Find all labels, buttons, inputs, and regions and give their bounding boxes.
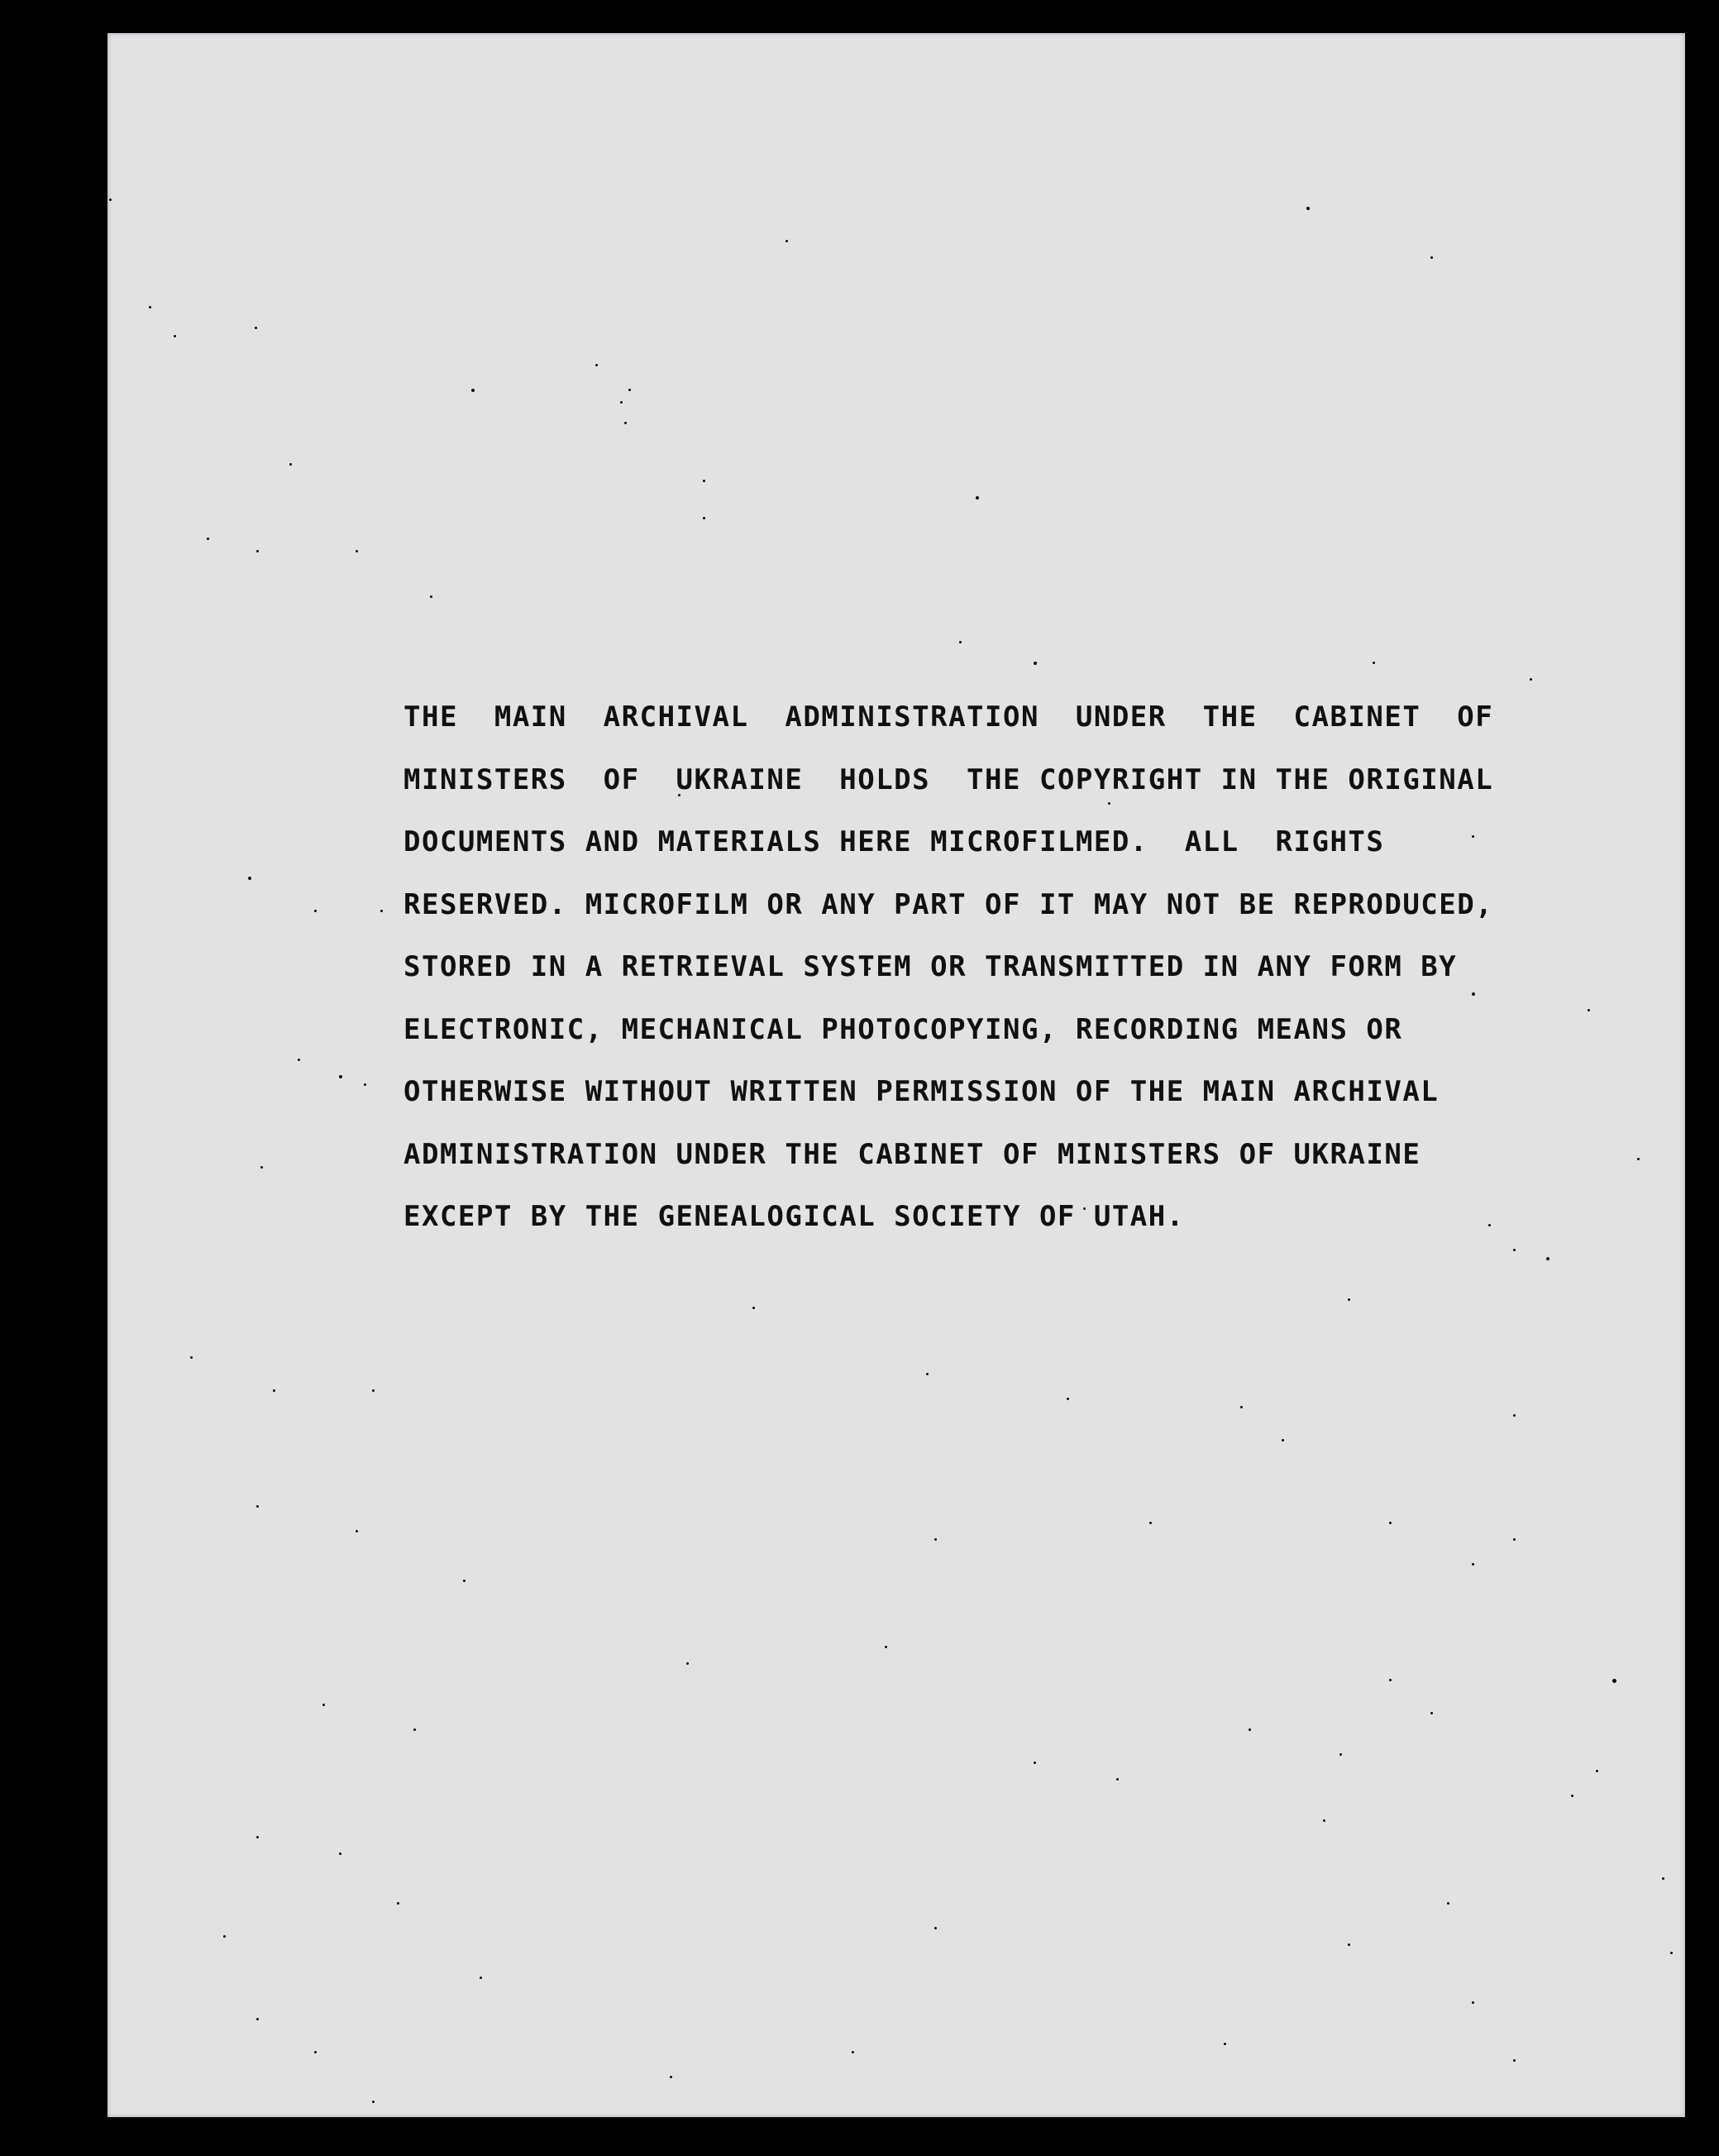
film-speck <box>1472 2001 1474 2004</box>
film-speck <box>174 335 176 337</box>
film-speck <box>670 2076 672 2078</box>
film-speck <box>1513 1538 1516 1541</box>
notice-line: ADMINISTRATION UNDER THE CABINET OF MINISTERS OF UKRAINE <box>403 1137 1421 1171</box>
film-speck <box>926 1373 929 1375</box>
film-speck <box>372 1389 375 1392</box>
film-speck <box>785 240 788 242</box>
film-speck <box>1447 1902 1449 1905</box>
film-speck <box>255 327 257 329</box>
film-speck <box>1348 1298 1350 1301</box>
film-speck <box>976 496 979 500</box>
notice-line: DOCUMENTS AND MATERIALS HERE MICROFILMED. ALL RIGHTS <box>403 825 1385 858</box>
film-speck <box>397 1902 399 1905</box>
film-speck <box>1240 1406 1243 1408</box>
film-speck <box>256 2018 259 2020</box>
film-speck <box>1339 1753 1342 1756</box>
notice-line: MINISTERS OF UKRAINE HOLDS THE COPYRIGHT IN THE ORIGINAL <box>403 762 1494 796</box>
notice-line: RESERVED. MICROFILM OR ANY PART OF IT MAY NOT BE REPRODUCED, <box>403 887 1494 921</box>
film-speck <box>1546 1257 1549 1260</box>
film-speck <box>1373 662 1375 664</box>
film-speck <box>430 595 432 598</box>
film-speck <box>289 463 292 466</box>
film-speck <box>1306 207 1310 210</box>
microfilm-page <box>107 33 1685 2117</box>
film-speck <box>256 1836 259 1838</box>
film-speck <box>256 1505 259 1508</box>
film-speck <box>686 1662 689 1665</box>
film-speck <box>752 1307 755 1309</box>
film-speck <box>463 1580 466 1582</box>
film-speck <box>1348 1943 1350 1946</box>
film-speck <box>248 877 251 880</box>
film-speck <box>149 306 151 308</box>
film-speck <box>628 389 631 391</box>
film-speck <box>620 401 623 404</box>
film-speck <box>1034 1762 1036 1764</box>
film-speck <box>1513 2059 1516 2062</box>
film-speck <box>364 1083 366 1086</box>
notice-line: STORED IN A RETRIEVAL SYSTEM OR TRANSMITTED IN ANY FORM BY <box>403 950 1458 983</box>
film-speck <box>1513 1414 1516 1417</box>
copyright-notice <box>403 686 1685 1249</box>
notice-line: OTHERWISE WITHOUT WRITTEN PERMISSION OF THE MAIN ARCHIVAL <box>403 1075 1440 1108</box>
film-speck <box>595 364 598 366</box>
film-speck <box>1596 1770 1598 1772</box>
notice-line: ELECTRONIC, MECHANICAL PHOTOCOPYING, RECORDING MEANS OR <box>403 1012 1403 1046</box>
film-speck <box>223 1935 226 1938</box>
film-speck <box>1662 1877 1664 1880</box>
film-speck <box>380 910 383 912</box>
notice-line: THE MAIN ARCHIVAL ADMINISTRATION UNDER THE CABINET OF <box>403 700 1494 734</box>
film-speck <box>1149 1522 1152 1524</box>
film-speck <box>1282 1439 1284 1441</box>
film-speck <box>339 1075 342 1078</box>
film-speck <box>298 1059 300 1061</box>
film-speck <box>1116 1778 1119 1781</box>
film-speck <box>413 1728 416 1731</box>
film-speck <box>703 480 705 482</box>
film-speck <box>260 1166 263 1169</box>
film-speck <box>273 1389 275 1392</box>
film-speck <box>1670 1952 1673 1954</box>
film-speck <box>356 550 358 552</box>
film-speck <box>1513 1249 1516 1251</box>
film-speck <box>852 2051 854 2053</box>
film-speck <box>1571 1795 1573 1797</box>
film-speck <box>322 1704 325 1706</box>
film-speck <box>256 550 259 552</box>
film-speck <box>1472 1563 1474 1566</box>
film-speck <box>1249 1728 1251 1731</box>
film-speck <box>339 1852 341 1855</box>
film-speck <box>207 538 209 540</box>
film-speck <box>314 910 317 912</box>
film-speck <box>1612 1679 1616 1683</box>
film-speck <box>109 198 112 201</box>
film-speck <box>1389 1522 1392 1524</box>
film-speck <box>885 1646 887 1648</box>
film-speck <box>1323 1819 1325 1822</box>
film-speck <box>1430 1712 1433 1714</box>
film-speck <box>190 1356 193 1359</box>
film-speck <box>624 422 627 424</box>
film-speck <box>1034 662 1037 665</box>
film-speck <box>480 1977 482 1979</box>
film-speck <box>471 389 475 392</box>
film-speck <box>1389 1679 1392 1681</box>
film-speck <box>372 2101 375 2103</box>
film-speck <box>934 1538 937 1541</box>
film-speck <box>934 1927 937 1929</box>
film-speck <box>1224 2043 1226 2045</box>
film-speck <box>1067 1398 1069 1400</box>
film-speck <box>959 641 962 643</box>
film-speck <box>356 1530 358 1532</box>
film-speck <box>314 2051 317 2053</box>
film-speck <box>1530 678 1532 681</box>
film-speck <box>703 517 705 519</box>
notice-line: EXCEPT BY THE GENEALOGICAL SOCIETY OF UTAH. <box>403 1200 1185 1233</box>
film-speck <box>1430 256 1433 259</box>
